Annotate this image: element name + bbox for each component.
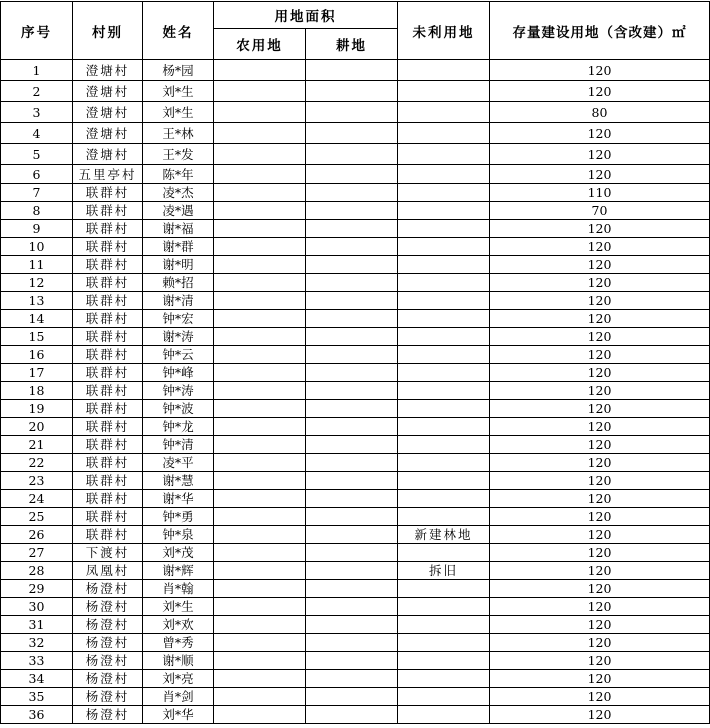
cell-name: 刘*生 — [143, 81, 214, 102]
cell-name: 肖*翰 — [143, 580, 214, 598]
cell-village: 联群村 — [73, 382, 143, 400]
cell-stock-area: 120 — [490, 670, 710, 688]
cell-serial-number: 25 — [1, 508, 73, 526]
cell-agricultural-land — [214, 598, 306, 616]
cell-unused-land — [398, 616, 490, 634]
cell-agricultural-land — [214, 165, 306, 184]
cell-agricultural-land — [214, 400, 306, 418]
cell-arable-land — [306, 184, 398, 202]
cell-village: 凤凰村 — [73, 562, 143, 580]
cell-unused-land — [398, 472, 490, 490]
cell-name: 陈*年 — [143, 165, 214, 184]
cell-unused-land — [398, 670, 490, 688]
cell-stock-area: 120 — [490, 274, 710, 292]
cell-village: 澄塘村 — [73, 144, 143, 165]
cell-name: 凌*平 — [143, 454, 214, 472]
cell-arable-land — [306, 634, 398, 652]
table-row — [1, 400, 710, 418]
cell-arable-land — [306, 400, 398, 418]
cell-stock-area: 120 — [490, 598, 710, 616]
cell-name: 凌*遇 — [143, 202, 214, 220]
table-row — [1, 670, 710, 688]
header-land-area: 用地面积 — [214, 2, 398, 29]
cell-name: 凌*杰 — [143, 184, 214, 202]
table-row — [1, 60, 710, 81]
cell-village: 联群村 — [73, 526, 143, 544]
cell-unused-land — [398, 165, 490, 184]
cell-stock-area: 120 — [490, 165, 710, 184]
cell-unused-land — [398, 102, 490, 123]
table-row — [1, 238, 710, 256]
table-row — [1, 310, 710, 328]
table-row — [1, 508, 710, 526]
cell-unused-land — [398, 400, 490, 418]
cell-village: 杨澄村 — [73, 688, 143, 706]
cell-village: 杨澄村 — [73, 670, 143, 688]
cell-village: 联群村 — [73, 220, 143, 238]
cell-arable-land — [306, 688, 398, 706]
cell-unused-land: 新建林地 — [398, 526, 490, 544]
cell-serial-number: 6 — [1, 165, 73, 184]
cell-unused-land — [398, 364, 490, 382]
cell-stock-area: 120 — [490, 454, 710, 472]
cell-serial-number: 28 — [1, 562, 73, 580]
cell-name: 刘*欢 — [143, 616, 214, 634]
cell-village: 联群村 — [73, 346, 143, 364]
table-row — [1, 123, 710, 144]
cell-village: 联群村 — [73, 364, 143, 382]
cell-serial-number: 12 — [1, 274, 73, 292]
cell-agricultural-land — [214, 562, 306, 580]
cell-name: 钟*云 — [143, 346, 214, 364]
cell-arable-land — [306, 598, 398, 616]
cell-serial-number: 15 — [1, 328, 73, 346]
cell-arable-land — [306, 60, 398, 81]
cell-serial-number: 35 — [1, 688, 73, 706]
cell-unused-land — [398, 81, 490, 102]
cell-stock-area: 120 — [490, 688, 710, 706]
cell-name: 谢*明 — [143, 256, 214, 274]
cell-arable-land — [306, 652, 398, 670]
table-row — [1, 274, 710, 292]
cell-name: 王*发 — [143, 144, 214, 165]
header-serial-number: 序号 — [1, 2, 73, 60]
cell-arable-land — [306, 436, 398, 454]
table-row — [1, 184, 710, 202]
cell-arable-land — [306, 706, 398, 724]
cell-name: 谢*群 — [143, 238, 214, 256]
cell-serial-number: 34 — [1, 670, 73, 688]
cell-stock-area: 120 — [490, 418, 710, 436]
cell-name: 钟*波 — [143, 400, 214, 418]
cell-stock-area: 120 — [490, 382, 710, 400]
cell-agricultural-land — [214, 382, 306, 400]
table-row — [1, 364, 710, 382]
cell-village: 澄塘村 — [73, 81, 143, 102]
cell-name: 王*林 — [143, 123, 214, 144]
cell-village: 联群村 — [73, 292, 143, 310]
cell-stock-area: 120 — [490, 346, 710, 364]
cell-arable-land — [306, 220, 398, 238]
cell-unused-land — [398, 310, 490, 328]
cell-arable-land — [306, 346, 398, 364]
cell-stock-area: 120 — [490, 490, 710, 508]
cell-agricultural-land — [214, 274, 306, 292]
cell-name: 谢*涛 — [143, 328, 214, 346]
cell-unused-land — [398, 508, 490, 526]
cell-unused-land — [398, 220, 490, 238]
cell-stock-area: 120 — [490, 436, 710, 454]
cell-name: 钟*涛 — [143, 382, 214, 400]
cell-stock-area: 120 — [490, 310, 710, 328]
cell-stock-area: 120 — [490, 238, 710, 256]
table-row — [1, 706, 710, 724]
cell-village: 联群村 — [73, 310, 143, 328]
cell-stock-area: 120 — [490, 652, 710, 670]
cell-unused-land — [398, 382, 490, 400]
cell-serial-number: 5 — [1, 144, 73, 165]
cell-name: 肖*剑 — [143, 688, 214, 706]
cell-name: 谢*慧 — [143, 472, 214, 490]
cell-stock-area: 120 — [490, 544, 710, 562]
cell-name: 刘*生 — [143, 102, 214, 123]
cell-arable-land — [306, 165, 398, 184]
cell-unused-land — [398, 123, 490, 144]
cell-arable-land — [306, 472, 398, 490]
cell-agricultural-land — [214, 472, 306, 490]
cell-stock-area: 120 — [490, 706, 710, 724]
cell-arable-land — [306, 526, 398, 544]
cell-stock-area: 120 — [490, 256, 710, 274]
table-row — [1, 490, 710, 508]
cell-agricultural-land — [214, 508, 306, 526]
cell-stock-area: 120 — [490, 472, 710, 490]
table-row — [1, 165, 710, 184]
cell-stock-area: 120 — [490, 364, 710, 382]
cell-agricultural-land — [214, 544, 306, 562]
cell-unused-land — [398, 238, 490, 256]
cell-agricultural-land — [214, 670, 306, 688]
cell-name: 谢*华 — [143, 490, 214, 508]
cell-agricultural-land — [214, 123, 306, 144]
cell-stock-area: 120 — [490, 220, 710, 238]
cell-arable-land — [306, 102, 398, 123]
cell-village: 联群村 — [73, 472, 143, 490]
cell-agricultural-land — [214, 238, 306, 256]
cell-village: 杨澄村 — [73, 634, 143, 652]
table-body — [1, 60, 710, 724]
cell-serial-number: 32 — [1, 634, 73, 652]
cell-arable-land — [306, 238, 398, 256]
header-arable-land: 耕地 — [306, 29, 398, 60]
cell-serial-number: 11 — [1, 256, 73, 274]
cell-stock-area: 110 — [490, 184, 710, 202]
cell-serial-number: 7 — [1, 184, 73, 202]
table-row — [1, 616, 710, 634]
table-row — [1, 144, 710, 165]
cell-unused-land — [398, 256, 490, 274]
cell-serial-number: 31 — [1, 616, 73, 634]
cell-serial-number: 30 — [1, 598, 73, 616]
cell-name: 刘*华 — [143, 706, 214, 724]
cell-serial-number: 19 — [1, 400, 73, 418]
cell-arable-land — [306, 292, 398, 310]
cell-name: 钟*清 — [143, 436, 214, 454]
cell-arable-land — [306, 144, 398, 165]
cell-agricultural-land — [214, 364, 306, 382]
cell-unused-land — [398, 652, 490, 670]
cell-agricultural-land — [214, 346, 306, 364]
table-row — [1, 544, 710, 562]
cell-unused-land — [398, 292, 490, 310]
cell-agricultural-land — [214, 310, 306, 328]
cell-arable-land — [306, 256, 398, 274]
cell-village: 联群村 — [73, 328, 143, 346]
table-row — [1, 102, 710, 123]
cell-agricultural-land — [214, 490, 306, 508]
cell-name: 谢*福 — [143, 220, 214, 238]
cell-village: 五里亭村 — [73, 165, 143, 184]
table-row — [1, 436, 710, 454]
cell-serial-number: 26 — [1, 526, 73, 544]
cell-village: 联群村 — [73, 184, 143, 202]
cell-village: 联群村 — [73, 454, 143, 472]
cell-serial-number: 9 — [1, 220, 73, 238]
cell-stock-area: 120 — [490, 144, 710, 165]
cell-village: 联群村 — [73, 436, 143, 454]
cell-unused-land — [398, 144, 490, 165]
cell-agricultural-land — [214, 652, 306, 670]
cell-serial-number: 4 — [1, 123, 73, 144]
cell-name: 钟*龙 — [143, 418, 214, 436]
cell-arable-land — [306, 310, 398, 328]
cell-village: 澄塘村 — [73, 102, 143, 123]
cell-serial-number: 18 — [1, 382, 73, 400]
cell-unused-land — [398, 580, 490, 598]
cell-unused-land — [398, 202, 490, 220]
cell-name: 钟*泉 — [143, 526, 214, 544]
cell-agricultural-land — [214, 144, 306, 165]
cell-serial-number: 22 — [1, 454, 73, 472]
cell-stock-area: 120 — [490, 328, 710, 346]
cell-village: 杨澄村 — [73, 652, 143, 670]
header-village: 村别 — [73, 2, 143, 60]
cell-name: 谢*辉 — [143, 562, 214, 580]
cell-name: 钟*勇 — [143, 508, 214, 526]
cell-arable-land — [306, 364, 398, 382]
land-use-table — [0, 1, 710, 724]
cell-agricultural-land — [214, 688, 306, 706]
cell-village: 杨澄村 — [73, 580, 143, 598]
cell-arable-land — [306, 202, 398, 220]
cell-arable-land — [306, 328, 398, 346]
cell-stock-area: 120 — [490, 292, 710, 310]
cell-arable-land — [306, 616, 398, 634]
cell-stock-area: 120 — [490, 60, 710, 81]
table-row — [1, 346, 710, 364]
table-row — [1, 562, 710, 580]
header-name: 姓名 — [143, 2, 214, 60]
cell-stock-area: 120 — [490, 81, 710, 102]
cell-arable-land — [306, 454, 398, 472]
cell-arable-land — [306, 670, 398, 688]
cell-arable-land — [306, 562, 398, 580]
cell-serial-number: 8 — [1, 202, 73, 220]
table-row — [1, 328, 710, 346]
cell-village: 联群村 — [73, 238, 143, 256]
cell-village: 杨澄村 — [73, 706, 143, 724]
cell-unused-land — [398, 418, 490, 436]
cell-serial-number: 23 — [1, 472, 73, 490]
table-row — [1, 454, 710, 472]
cell-serial-number: 33 — [1, 652, 73, 670]
table-header — [1, 2, 710, 60]
table-row — [1, 418, 710, 436]
cell-name: 刘*生 — [143, 598, 214, 616]
table-row — [1, 81, 710, 102]
cell-agricultural-land — [214, 102, 306, 123]
cell-name: 谢*顺 — [143, 652, 214, 670]
cell-name: 赖*招 — [143, 274, 214, 292]
cell-arable-land — [306, 81, 398, 102]
cell-arable-land — [306, 490, 398, 508]
cell-unused-land — [398, 598, 490, 616]
cell-agricultural-land — [214, 454, 306, 472]
cell-unused-land — [398, 706, 490, 724]
table-row — [1, 652, 710, 670]
cell-serial-number: 13 — [1, 292, 73, 310]
cell-serial-number: 3 — [1, 102, 73, 123]
cell-stock-area: 120 — [490, 634, 710, 652]
cell-name: 钟*峰 — [143, 364, 214, 382]
cell-unused-land — [398, 688, 490, 706]
cell-serial-number: 24 — [1, 490, 73, 508]
cell-arable-land — [306, 544, 398, 562]
cell-name: 刘*茂 — [143, 544, 214, 562]
cell-stock-area: 120 — [490, 580, 710, 598]
cell-village: 澄塘村 — [73, 123, 143, 144]
table-row — [1, 634, 710, 652]
cell-unused-land — [398, 454, 490, 472]
cell-agricultural-land — [214, 60, 306, 81]
table-row — [1, 688, 710, 706]
table-row — [1, 292, 710, 310]
cell-serial-number: 1 — [1, 60, 73, 81]
cell-village: 杨澄村 — [73, 616, 143, 634]
cell-unused-land — [398, 634, 490, 652]
header-agricultural-land: 农用地 — [214, 29, 306, 60]
cell-agricultural-land — [214, 634, 306, 652]
table-row — [1, 526, 710, 544]
cell-name: 杨*园 — [143, 60, 214, 81]
cell-unused-land — [398, 544, 490, 562]
cell-village: 联群村 — [73, 202, 143, 220]
cell-agricultural-land — [214, 418, 306, 436]
table-row — [1, 580, 710, 598]
cell-unused-land — [398, 328, 490, 346]
cell-stock-area: 80 — [490, 102, 710, 123]
cell-unused-land — [398, 346, 490, 364]
table-row — [1, 382, 710, 400]
cell-unused-land — [398, 184, 490, 202]
cell-arable-land — [306, 508, 398, 526]
header-stock-construction-land: 存量建设用地（含改建）㎡ — [490, 2, 710, 60]
cell-village: 联群村 — [73, 508, 143, 526]
cell-name: 曾*秀 — [143, 634, 214, 652]
cell-village: 下渡村 — [73, 544, 143, 562]
cell-serial-number: 21 — [1, 436, 73, 454]
cell-agricultural-land — [214, 436, 306, 454]
cell-agricultural-land — [214, 526, 306, 544]
cell-agricultural-land — [214, 292, 306, 310]
cell-serial-number: 27 — [1, 544, 73, 562]
cell-village: 联群村 — [73, 418, 143, 436]
cell-agricultural-land — [214, 202, 306, 220]
cell-serial-number: 17 — [1, 364, 73, 382]
cell-agricultural-land — [214, 616, 306, 634]
cell-name: 谢*清 — [143, 292, 214, 310]
cell-village: 杨澄村 — [73, 598, 143, 616]
cell-serial-number: 20 — [1, 418, 73, 436]
cell-serial-number: 14 — [1, 310, 73, 328]
cell-serial-number: 36 — [1, 706, 73, 724]
cell-arable-land — [306, 418, 398, 436]
table-row — [1, 472, 710, 490]
cell-stock-area: 120 — [490, 526, 710, 544]
cell-village: 联群村 — [73, 256, 143, 274]
cell-agricultural-land — [214, 706, 306, 724]
cell-stock-area: 120 — [490, 400, 710, 418]
cell-unused-land — [398, 60, 490, 81]
cell-stock-area: 120 — [490, 123, 710, 144]
cell-serial-number: 16 — [1, 346, 73, 364]
cell-arable-land — [306, 274, 398, 292]
table-row — [1, 256, 710, 274]
cell-unused-land — [398, 490, 490, 508]
cell-stock-area: 120 — [490, 616, 710, 634]
cell-serial-number: 10 — [1, 238, 73, 256]
cell-name: 刘*亮 — [143, 670, 214, 688]
table-row — [1, 202, 710, 220]
cell-serial-number: 2 — [1, 81, 73, 102]
cell-agricultural-land — [214, 580, 306, 598]
cell-village: 联群村 — [73, 274, 143, 292]
cell-stock-area: 120 — [490, 508, 710, 526]
cell-unused-land — [398, 436, 490, 454]
cell-serial-number: 29 — [1, 580, 73, 598]
cell-stock-area: 70 — [490, 202, 710, 220]
cell-agricultural-land — [214, 220, 306, 238]
cell-village: 联群村 — [73, 400, 143, 418]
cell-agricultural-land — [214, 184, 306, 202]
table-row — [1, 598, 710, 616]
cell-unused-land: 拆旧 — [398, 562, 490, 580]
cell-arable-land — [306, 123, 398, 144]
cell-village: 联群村 — [73, 490, 143, 508]
table-row — [1, 220, 710, 238]
cell-village: 澄塘村 — [73, 60, 143, 81]
cell-arable-land — [306, 580, 398, 598]
cell-stock-area: 120 — [490, 562, 710, 580]
cell-agricultural-land — [214, 256, 306, 274]
header-unused-land: 未利用地 — [398, 2, 490, 60]
cell-name: 钟*宏 — [143, 310, 214, 328]
cell-agricultural-land — [214, 328, 306, 346]
cell-agricultural-land — [214, 81, 306, 102]
cell-arable-land — [306, 382, 398, 400]
cell-unused-land — [398, 274, 490, 292]
